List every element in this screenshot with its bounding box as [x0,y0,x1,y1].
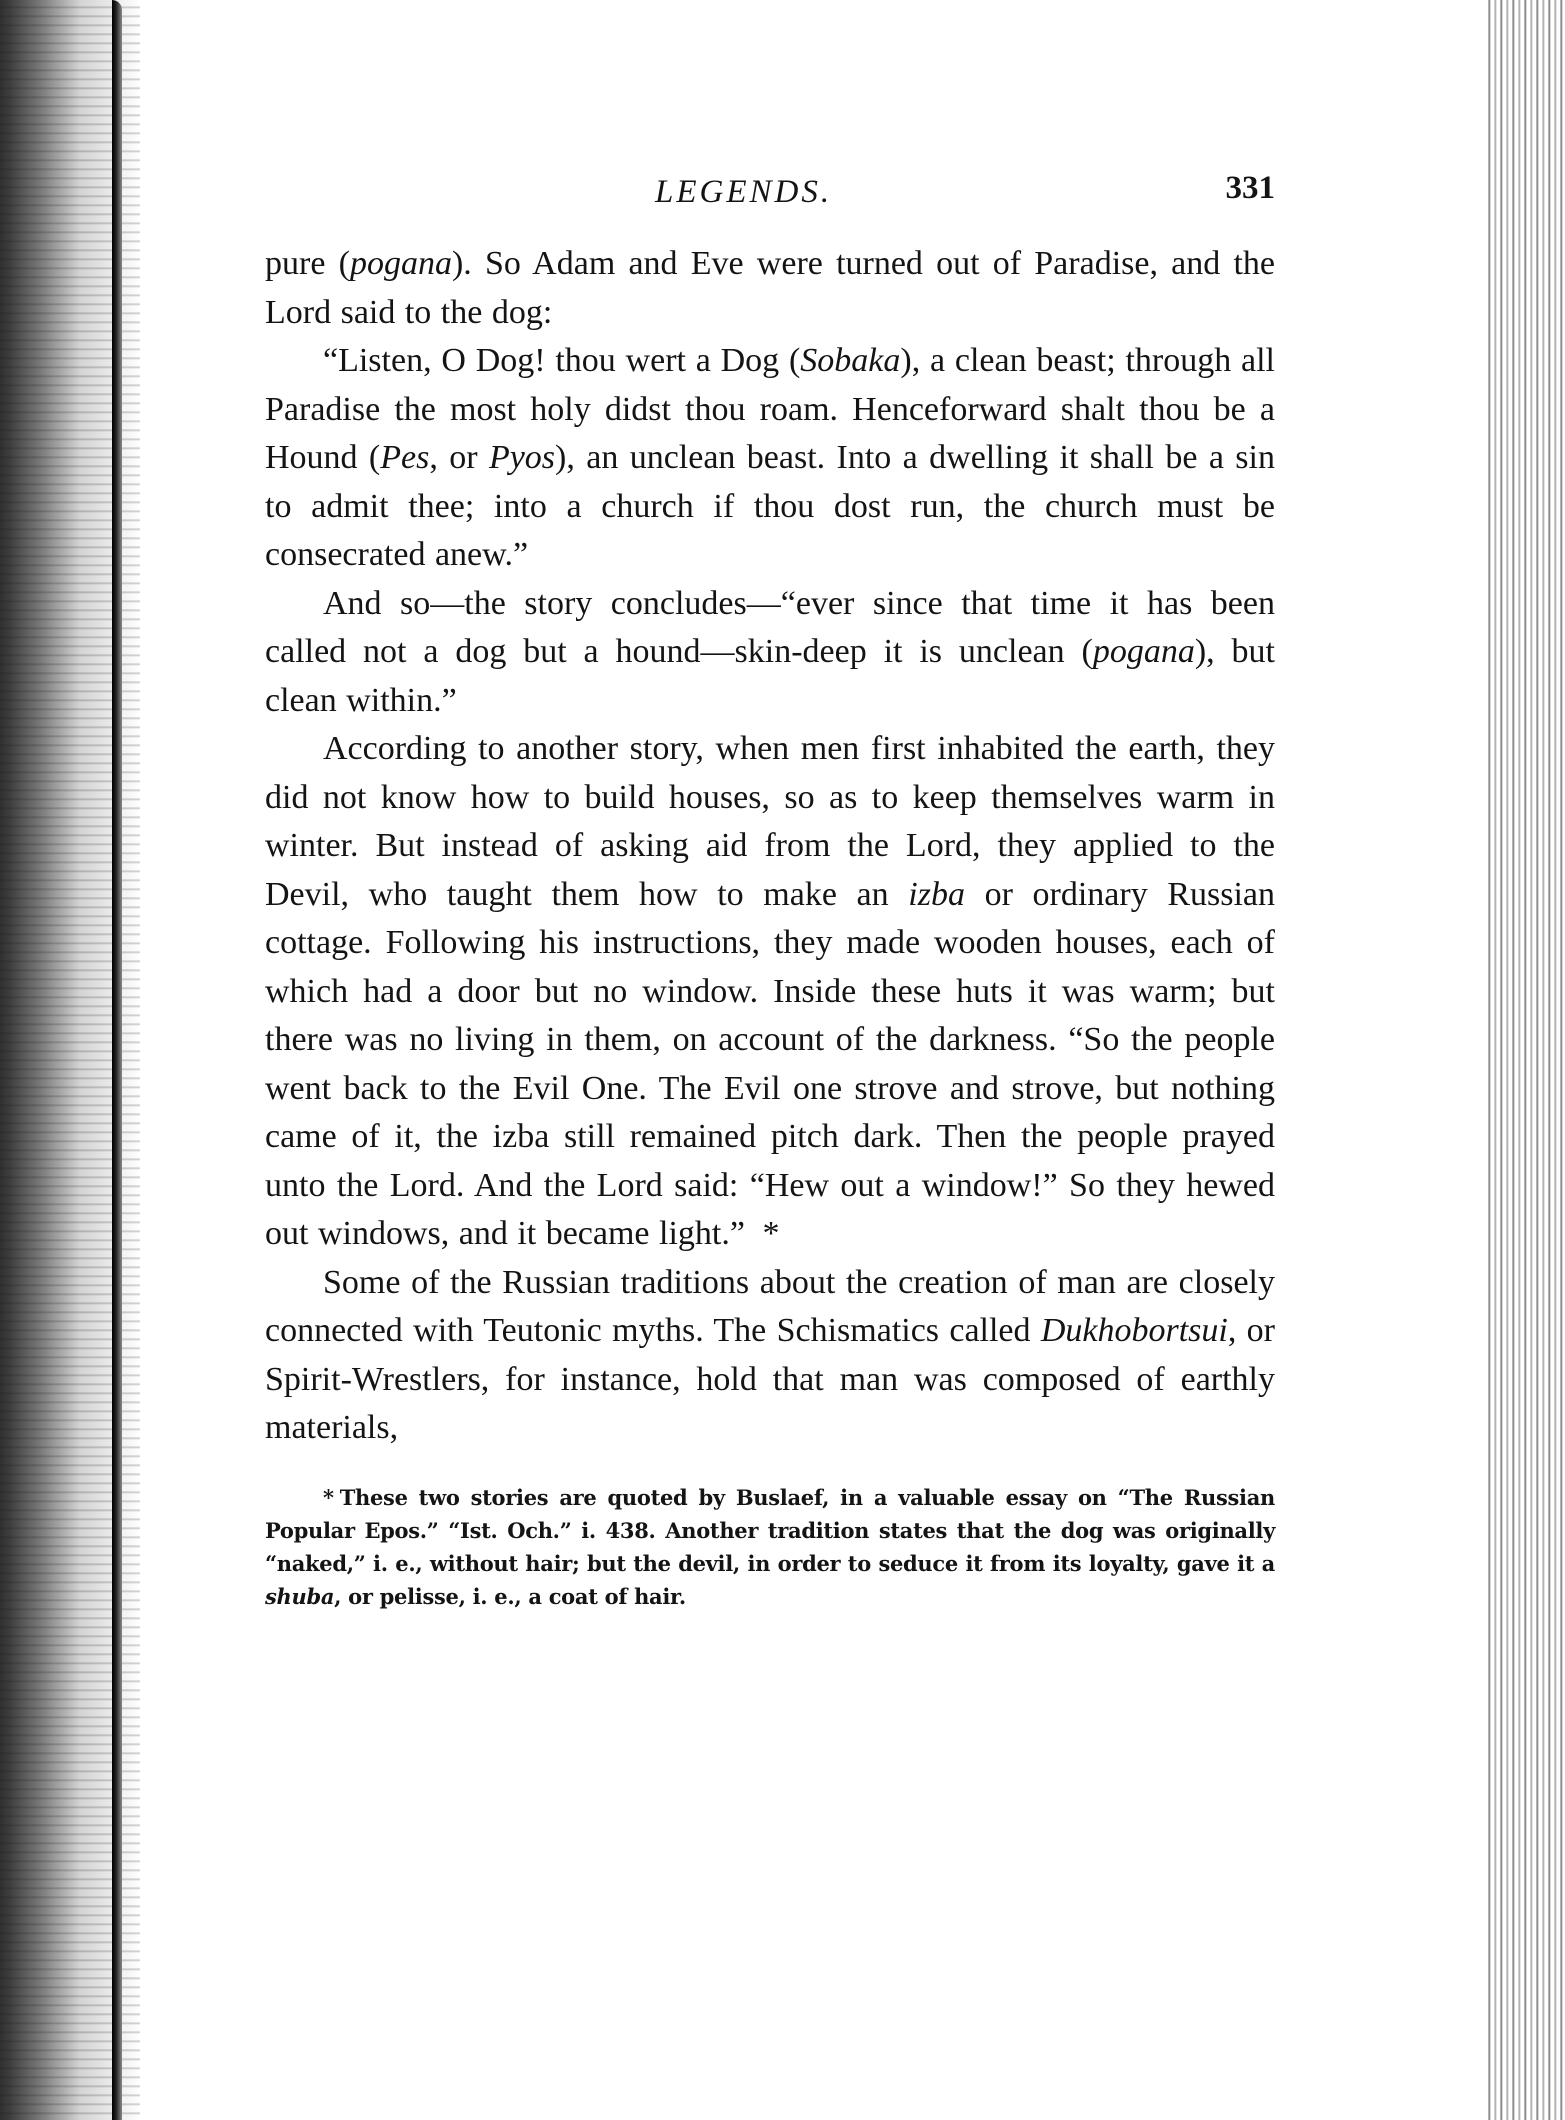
text-run: These two stories are quoted by Buslaef, in a valuable essay on “The Russian Popular Epos.” “Ist. Och.” i. 438. Another tradition states that the dog was originally “naked,” i. e., without hair; but the devil, in order to seduce it from its loyalty, gave it a [265,1484,1275,1576]
footnote-reference: * [752,1215,780,1252]
text-run: ), but clean within.” [265,633,1275,719]
page-number: 331 [1225,170,1275,206]
running-title: LEGENDS. [655,174,833,210]
paragraph [265,240,1275,337]
text-run: Some of the Russian traditions about the creation of man are closely connected with Teutonic myths. The Schismatics called [265,1263,1275,1349]
italic-run: Sobaka [800,342,901,379]
body-text [265,240,1275,1453]
book-spine-shadow [112,0,122,2120]
italic-run: Pyos [488,439,556,476]
italic-run: izba [908,875,965,913]
text-run: , or [429,439,489,476]
text-run: According to another story, when men first inhabited the earth, they did not know how to build houses, so as to keep themselves warm in winter. But instead of asking aid from the Lord, they applied to the Devil, who taught them how to make an [265,730,1275,913]
italic-run: pogana [1092,633,1195,670]
text-run: ), a clean beast; through all Paradise the most holy didst thou roam. Henceforward shalt thou be a Hound ( [265,342,1275,476]
text-run: , or Spirit-Wrestlers, for instance, hold that man was composed of earthly materials, [265,1312,1275,1446]
text-run: ). So Adam and Eve were turned out of Paradise, and the Lord said to the dog: [265,245,1275,331]
italic-run: shuba [265,1583,335,1609]
text-run: pure ( [265,245,350,282]
text-run: , or pelisse, i. e., a coat of hair. [334,1583,686,1609]
footnote [265,1481,1275,1613]
italic-run: Dukhobortsui [1040,1312,1228,1349]
italic-run: Pes [380,439,430,476]
paragraph [265,1259,1275,1453]
text-run: And so—the story concludes—“ever since that time it has been called not a dog but a hound—skin-deep it is unclean ( [265,584,1275,670]
paragraph [265,725,1275,1259]
text-run: ), an unclean beast. Into a dwelling it shall be a sin to admit thee; into a church if thou dost run, the church must be consecrated anew.” [265,439,1275,573]
text-run: or ordinary Russian cottage. Following his instructions, they made wooden houses, each of which had a door but no window. Inside these huts it was warm; but there was no living in them, on account of the darkness. “So the people went back to the Evil One. The Evil one strove and strove, but nothing came of it, the izba still remained pitch dark. Then the people prayed unto the Lord. And the Lord said: “Hew out a window!” So they hewed out windows, and it became light.” [265,875,1276,1252]
page-edges-right [1485,0,1565,2120]
italic-run: pogana [349,245,452,282]
paragraph [265,337,1275,580]
footnote-marker: * [323,1484,334,1510]
paragraph [265,580,1275,726]
book-page [265,170,1275,1613]
text-run: “Listen, O Dog! thou wert a Dog ( [323,342,801,379]
running-head [265,170,1275,220]
